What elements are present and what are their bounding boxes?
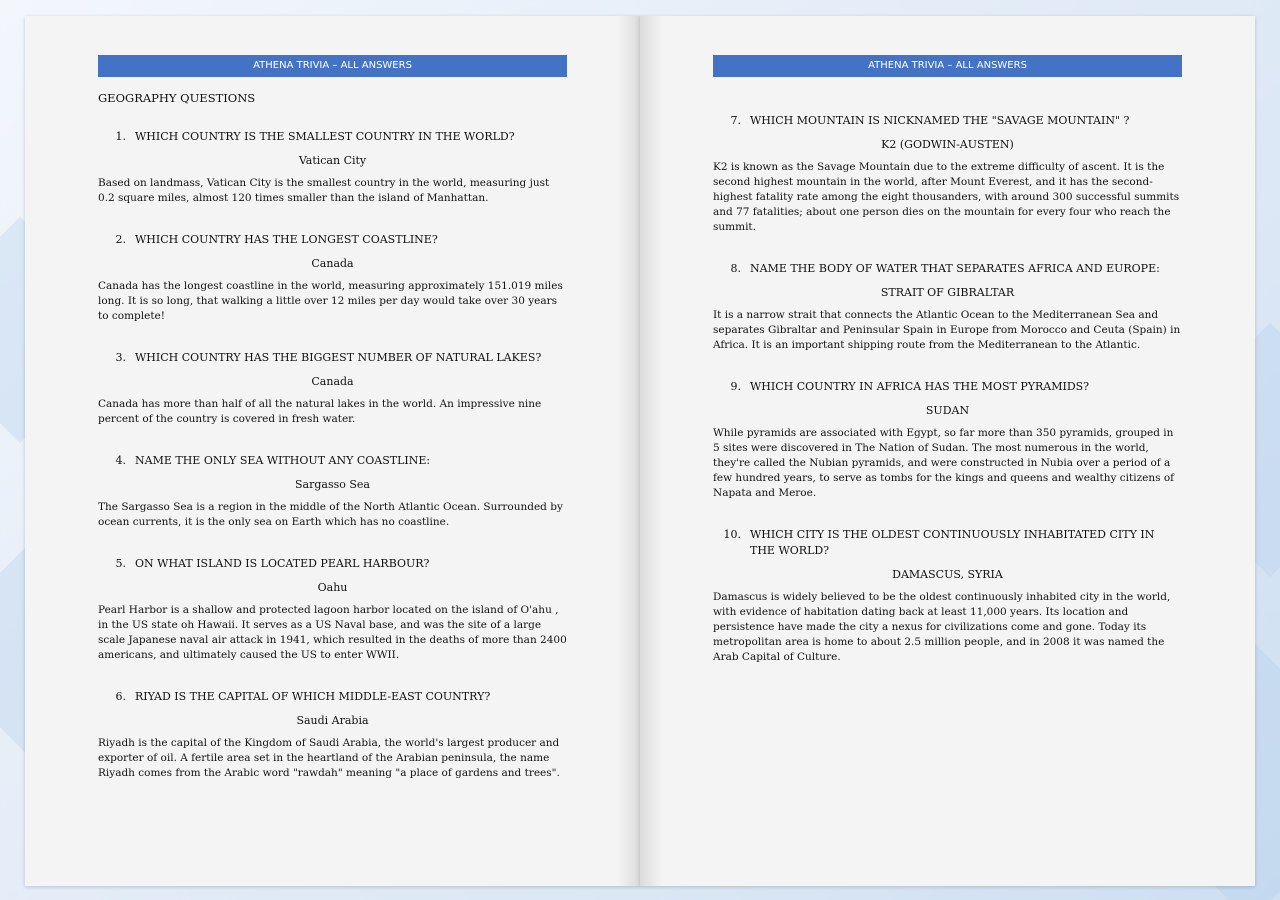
explanation-text: Canada has the longest coastline in the world, measuring approximately 151.019 miles long. It is so long, that walking a little over 12 miles per day would take over 30 years to complete! (98, 280, 563, 322)
answer-text: DAMASCUS, SYRIA (892, 568, 1003, 581)
explanation-text: While pyramids are associated with Egypt, so far more than 350 pyramids, grouped in 5 sites were discovered in The Nation of Sudan. The most numerous in the world, they're called the Nubian pyramids, and were constructed in Nubia over a period of a few hundred years, to serve as tombs for the kings and queens and wealthy citizens of Napata and Meroe. (713, 427, 1175, 499)
explanation-text: Pearl Harbor is a shallow and protected lagoon harbor located on the island of O'ahu , in the US state oh Hawaii. It serves as a US Naval base, and was the site of a large scale Japanese naval air attack in 1941, which resulted in the deaths of more than 2400 americans, and ultimately caused the US to enter WWII. (98, 604, 567, 661)
question-number: 5. (115, 557, 126, 570)
answer-text: Vatican City (298, 154, 367, 167)
question-block (713, 261, 1182, 353)
question-row (98, 232, 567, 248)
question-text: WHICH COUNTRY IN AFRICA HAS THE MOST PYRAMIDS? (750, 380, 1090, 393)
question-block (713, 379, 1182, 501)
answer-text: STRAIT OF GIBRALTAR (880, 286, 1015, 299)
answer-text: SUDAN (925, 404, 970, 417)
question-number: 8. (730, 262, 741, 275)
right-page-content (713, 55, 1182, 665)
question-row (713, 527, 1182, 559)
question-number: 7. (730, 114, 741, 127)
question-number: 4. (115, 454, 126, 467)
page-header-bar: ATHENA TRIVIA – ALL ANSWERS (98, 55, 567, 77)
question-block (98, 129, 567, 206)
question-row (98, 689, 567, 705)
question-block (98, 350, 567, 427)
question-row (713, 113, 1182, 129)
question-text: NAME THE BODY OF WATER THAT SEPARATES AFRICA AND EUROPE: (750, 262, 1160, 275)
explanation-text: K2 is known as the Savage Mountain due to the extreme difficulty of ascent. It is the second highest mountain in the world, after Mount Everest, and it has the second-highest fatality rate among the eight thousanders, with around 300 successful summits and 77 fatalities; about one person dies on the mountain for every four who reach the summit. (713, 161, 1180, 233)
answer-text: Canada (311, 375, 354, 388)
question-block (98, 453, 567, 530)
question-number: 1. (115, 130, 126, 143)
answer-text: Canada (311, 257, 354, 270)
answer-text: K2 (GODWIN-AUSTEN) (881, 138, 1014, 151)
question-number: 2. (115, 233, 126, 246)
question-number: 6. (115, 690, 126, 703)
left-page-content (98, 55, 567, 781)
question-text: NAME THE ONLY SEA WITHOUT ANY COASTLINE: (135, 454, 431, 467)
question-block (98, 232, 567, 324)
explanation-text: Based on landmass, Vatican City is the smallest country in the world, measuring just 0.2 square miles, almost 120 times smaller than the island of Manhattan. (98, 177, 550, 204)
question-block (98, 689, 567, 781)
question-row (98, 129, 567, 145)
question-block (713, 527, 1182, 665)
explanation-text: Damascus is widely believed to be the oldest continuously inhabited city in the world, with evidence of habitation dating back at least 11,000 years. Its location and persistence have made the city a nexus for civilizations come and gone. Today its metropolitan area is home to about 2.5 million people, and in 2008 it was named the Arab Capital of Culture. (713, 591, 1171, 663)
question-row (98, 453, 567, 469)
answer-text: Sargasso Sea (295, 478, 370, 491)
question-text: WHICH CITY IS THE OLDEST CONTINUOUSLY INHABITATED CITY IN THE WORLD? (750, 528, 1155, 557)
explanation-text: It is a narrow strait that connects the Atlantic Ocean to the Mediterranean Sea and separates Gibraltar and Peninsular Spain in Europe from Morocco and Ceuta (Spain) in Africa. It is an important shipping route from the Mediterranean to the Atlantic. (713, 309, 1181, 351)
section-title: GEOGRAPHY QUESTIONS (98, 91, 256, 105)
page-header-bar: ATHENA TRIVIA – ALL ANSWERS (713, 55, 1182, 77)
question-block (713, 113, 1182, 235)
page-gutter-shadow (618, 16, 640, 886)
answer-text: Saudi Arabia (296, 714, 369, 727)
question-number: 3. (115, 351, 126, 364)
question-text: WHICH MOUNTAIN IS NICKNAMED THE "SAVAGE MOUNTAIN" ? (750, 114, 1130, 127)
question-text: WHICH COUNTRY HAS THE BIGGEST NUMBER OF NATURAL LAKES? (135, 351, 542, 364)
explanation-text: Canada has more than half of all the natural lakes in the world. An impressive nine percent of the country is covered in fresh water. (98, 398, 542, 425)
question-block (98, 556, 567, 663)
left-page (25, 16, 640, 886)
question-text: ON WHAT ISLAND IS LOCATED PEARL HARBOUR? (135, 557, 430, 570)
answer-text: Oahu (317, 581, 348, 594)
question-text: RIYAD IS THE CAPITAL OF WHICH MIDDLE-EAST COUNTRY? (135, 690, 491, 703)
question-row (713, 261, 1182, 277)
question-row (98, 350, 567, 366)
question-text: WHICH COUNTRY HAS THE LONGEST COASTLINE? (135, 233, 438, 246)
right-page (640, 16, 1255, 886)
explanation-text: Riyadh is the capital of the Kingdom of Saudi Arabia, the world's largest producer and exporter of oil. A fertile area set in the heartland of the Arabian peninsula, the name Riyadh comes from the Arabic word "rawdah" meaning "a place of gardens and trees". (98, 737, 560, 779)
question-number: 9. (730, 380, 741, 393)
question-number: 10. (723, 528, 741, 541)
question-row (98, 556, 567, 572)
question-row (713, 379, 1182, 395)
question-text: WHICH COUNTRY IS THE SMALLEST COUNTRY IN THE WORLD? (135, 130, 515, 143)
page-gutter-shadow (640, 16, 662, 886)
explanation-text: The Sargasso Sea is a region in the middle of the North Atlantic Ocean. Surrounded by ocean currents, it is the only sea on Earth which has no coastline. (98, 501, 563, 528)
